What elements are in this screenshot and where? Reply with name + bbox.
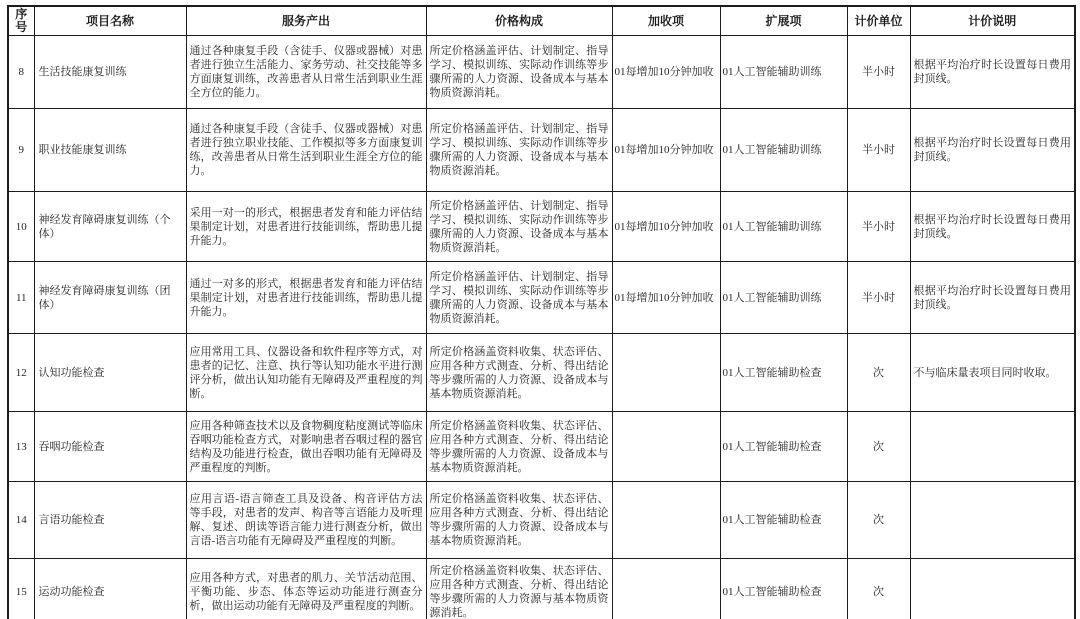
cell-pricing-unit: 次 bbox=[847, 334, 910, 412]
cell-project-name: 认知功能检查 bbox=[34, 334, 186, 412]
table-row bbox=[8, 109, 1075, 192]
cell-service-output: 通过各种康复手段（含徒手、仪器或器械）对患者进行独立职业技能、工作模拟等多方面康复训练，改善患者从日常生活到职业生涯全方位的能力。 bbox=[186, 109, 426, 192]
cell-seq: 11 bbox=[8, 262, 34, 334]
cell-pricing-unit: 半小时 bbox=[847, 109, 910, 192]
cell-surcharge-item: 01每增加10分钟加收 bbox=[612, 262, 720, 334]
table-row bbox=[8, 559, 1075, 619]
medical-service-price-table bbox=[7, 5, 1076, 619]
cell-surcharge-item: 01每增加10分钟加收 bbox=[612, 36, 720, 109]
cell-pricing-note: 根据平均治疗时长设置每日费用封顶线。 bbox=[910, 109, 1075, 192]
table-row bbox=[8, 262, 1075, 334]
cell-pricing-note bbox=[910, 482, 1075, 559]
header-pricing-note: 计价说明 bbox=[910, 6, 1075, 36]
header-pricing-unit: 计价单位 bbox=[847, 6, 910, 36]
cell-service-output: 应用言语-语言筛查工具及设备、构音评估方法等手段，对患者的发声、构音等言语能力及听理解、复述、朗读等语言能力进行测查分析，做出言语-语言功能有无障碍及严重程度的判断。 bbox=[186, 482, 426, 559]
cell-surcharge-item bbox=[612, 334, 720, 412]
cell-price-composition: 所定价格涵盖资料收集、状态评估、应用各种方式测查、分析、得出结论等步骤所需的人力资源与基本物质资源消耗。 bbox=[426, 559, 612, 619]
cell-project-name: 运动功能检查 bbox=[34, 559, 186, 619]
cell-service-output: 应用各种筛查技术以及食物稠度粘度测试等临床吞咽功能检查方式，对影响患者吞咽过程的器官结构及功能进行检查，做出吞咽功能有无障碍及严重程度的判断。 bbox=[186, 412, 426, 482]
cell-pricing-note bbox=[910, 412, 1075, 482]
cell-pricing-unit: 半小时 bbox=[847, 262, 910, 334]
cell-price-composition: 所定价格涵盖评估、计划制定、指导学习、模拟训练、实际动作训练等步骤所需的人力资源、设备成本与基本物质资源消耗。 bbox=[426, 36, 612, 109]
header-surcharge-item: 加收项 bbox=[612, 6, 720, 36]
cell-extension-item: 01人工智能辅助训练 bbox=[720, 262, 847, 334]
cell-pricing-note: 根据平均治疗时长设置每日费用封顶线。 bbox=[910, 262, 1075, 334]
cell-price-composition: 所定价格涵盖资料收集、状态评估、应用各种方式测查、分析、得出结论等步骤所需的人力资源、设备成本与基本物质资源消耗。 bbox=[426, 412, 612, 482]
cell-seq: 13 bbox=[8, 412, 34, 482]
header-service-output: 服务产出 bbox=[186, 6, 426, 36]
cell-project-name: 生活技能康复训练 bbox=[34, 36, 186, 109]
table-row bbox=[8, 36, 1075, 109]
cell-service-output: 应用各种方式，对患者的肌力、关节活动范围、平衡功能、步态、体态等运动功能进行测查分析，做出运动功能有无障碍及严重程度的判断。 bbox=[186, 559, 426, 619]
cell-seq: 10 bbox=[8, 192, 34, 262]
cell-surcharge-item bbox=[612, 482, 720, 559]
header-extension-item: 扩展项 bbox=[720, 6, 847, 36]
table-row bbox=[8, 412, 1075, 482]
cell-price-composition: 所定价格涵盖资料收集、状态评估、应用各种方式测查、分析、得出结论等步骤所需的人力资源、设备成本与基本物质资源消耗。 bbox=[426, 334, 612, 412]
cell-pricing-unit: 次 bbox=[847, 559, 910, 619]
cell-pricing-unit: 次 bbox=[847, 412, 910, 482]
table-header-row bbox=[8, 6, 1075, 36]
header-project-name: 项目名称 bbox=[34, 6, 186, 36]
cell-project-name: 职业技能康复训练 bbox=[34, 109, 186, 192]
cell-service-output: 采用一对一的形式，根据患者发育和能力评估结果制定计划，对患者进行技能训练，帮助患儿提升能力。 bbox=[186, 192, 426, 262]
cell-extension-item: 01人工智能辅助训练 bbox=[720, 192, 847, 262]
table-row bbox=[8, 192, 1075, 262]
table-row bbox=[8, 334, 1075, 412]
cell-extension-item: 01人工智能辅助检查 bbox=[720, 334, 847, 412]
cell-service-output: 应用常用工具、仪器设备和软件程序等方式，对患者的记忆、注意、执行等认知功能水平进行测评分析，做出认知功能有无障碍及严重程度的判断。 bbox=[186, 334, 426, 412]
cell-pricing-note: 不与临床量表项目同时收取。 bbox=[910, 334, 1075, 412]
cell-price-composition: 所定价格涵盖资料收集、状态评估、应用各种方式测查、分析、得出结论等步骤所需的人力资源、设备成本与基本物质资源消耗。 bbox=[426, 482, 612, 559]
cell-extension-item: 01人工智能辅助检查 bbox=[720, 559, 847, 619]
cell-surcharge-item: 01每增加10分钟加收 bbox=[612, 192, 720, 262]
header-seq: 序号 bbox=[8, 6, 34, 36]
cell-extension-item: 01人工智能辅助训练 bbox=[720, 36, 847, 109]
cell-project-name: 言语功能检查 bbox=[34, 482, 186, 559]
cell-service-output: 通过一对多的形式，根据患者发育和能力评估结果制定计划，对患者进行技能训练，帮助患儿提升能力。 bbox=[186, 262, 426, 334]
table-row bbox=[8, 482, 1075, 559]
cell-project-name: 神经发育障碍康复训练（团体） bbox=[34, 262, 186, 334]
cell-price-composition: 所定价格涵盖评估、计划制定、指导学习、模拟训练、实际动作训练等步骤所需的人力资源、设备成本与基本物质资源消耗。 bbox=[426, 109, 612, 192]
cell-extension-item: 01人工智能辅助检查 bbox=[720, 412, 847, 482]
cell-project-name: 神经发育障碍康复训练（个体） bbox=[34, 192, 186, 262]
cell-surcharge-item bbox=[612, 412, 720, 482]
header-price-composition: 价格构成 bbox=[426, 6, 612, 36]
cell-seq: 8 bbox=[8, 36, 34, 109]
cell-pricing-note bbox=[910, 559, 1075, 619]
cell-pricing-unit: 半小时 bbox=[847, 36, 910, 109]
cell-price-composition: 所定价格涵盖评估、计划制定、指导学习、模拟训练、实际动作训练等步骤所需的人力资源、设备成本与基本物质资源消耗。 bbox=[426, 262, 612, 334]
cell-pricing-note: 根据平均治疗时长设置每日费用封顶线。 bbox=[910, 36, 1075, 109]
cell-pricing-unit: 半小时 bbox=[847, 192, 910, 262]
cell-pricing-unit: 次 bbox=[847, 482, 910, 559]
cell-extension-item: 01人工智能辅助检查 bbox=[720, 482, 847, 559]
cell-price-composition: 所定价格涵盖评估、计划制定、指导学习、模拟训练、实际动作训练等步骤所需的人力资源、设备成本与基本物质资源消耗。 bbox=[426, 192, 612, 262]
cell-surcharge-item: 01每增加10分钟加收 bbox=[612, 109, 720, 192]
cell-surcharge-item bbox=[612, 559, 720, 619]
cell-pricing-note: 根据平均治疗时长设置每日费用封顶线。 bbox=[910, 192, 1075, 262]
cell-seq: 15 bbox=[8, 559, 34, 619]
cell-project-name: 吞咽功能检查 bbox=[34, 412, 186, 482]
cell-seq: 14 bbox=[8, 482, 34, 559]
cell-service-output: 通过各种康复手段（含徒手、仪器或器械）对患者进行独立生活能力、家务劳动、社交技能等多方面康复训练，改善患者从日常生活到职业生涯全方位的能力。 bbox=[186, 36, 426, 109]
cell-extension-item: 01人工智能辅助训练 bbox=[720, 109, 847, 192]
cell-seq: 9 bbox=[8, 109, 34, 192]
cell-seq: 12 bbox=[8, 334, 34, 412]
